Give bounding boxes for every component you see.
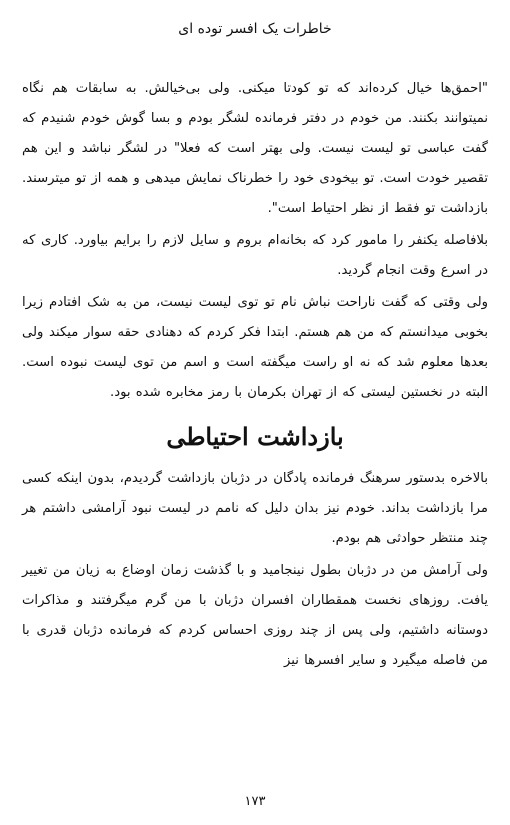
paragraph: ولی وقتی که گفت ناراحت نباش نام تو توی لیست نیست، من به شک افتادم زیرا بخوبی میدانستم که من هم هستم. ابتدا فکر کردم که دهنادی حقه سوار میکند ولی بعدها معلوم شد که نه او راست میگفته است و اسم من توی لیست نبوده است. البته در نخستین لیستی که از تهران بکرمان با رمز مخابره شده بود. xyxy=(22,295,488,400)
running-header: خاطرات یک افسر توده ای xyxy=(178,21,332,37)
section-heading: بازداشت احتیاطی xyxy=(166,422,344,451)
paragraph: بالاخره بدستور سرهنگ فرمانده پادگان در دژبان بازداشت گردیدم، بدون اینکه کسی مرا بازداشت بداند. خودم نیز بدان دلیل که نامم در لیست نبود آرامشی داشتم هر چند منتظر حوادثی هم بودم. xyxy=(22,471,488,546)
paragraph: ولی آرامش من در دژبان بطول نینجامید و با گذشت زمان اوضاع به زیان من تغییر یافت. روزهای نخست همقطاران افسران دژبان با من گرم میگرفتند و مذاکرات دوستانه داشتیم، ولی پس از چند روزی احساس کردم که فرمانده دژبان قدری با من فاصله میگیرد و سایر افسرها نیز xyxy=(22,563,488,668)
page-number: ۱۷۳ xyxy=(244,794,266,809)
paragraph: بلافاصله یکنفر را مامور کرد که بخانه‌ام بروم و سایل لازم را برایم بیاورد. کاری که در اسرع وقت انجام گردید. xyxy=(22,233,488,278)
paragraph: "احمق‌ها خیال کرده‌اند که تو کودتا میکنی. ولی بی‌خیالش. به سابقات هم نگاه نمیتوانند بکنند. من خودم در دفتر فرمانده لشگر بودم و بسا گوش خودم شنیدم که گفت عباسی تو لیست نیست. ولی بهتر است که فعلا" در لشگر نباشد و این هم تقصیر خودت است. تو بیخودی خود را خطرناک نمایش میدهی و همه از تو میترسند. بازداشت تو فقط از نظر احتیاط است". xyxy=(22,81,488,216)
